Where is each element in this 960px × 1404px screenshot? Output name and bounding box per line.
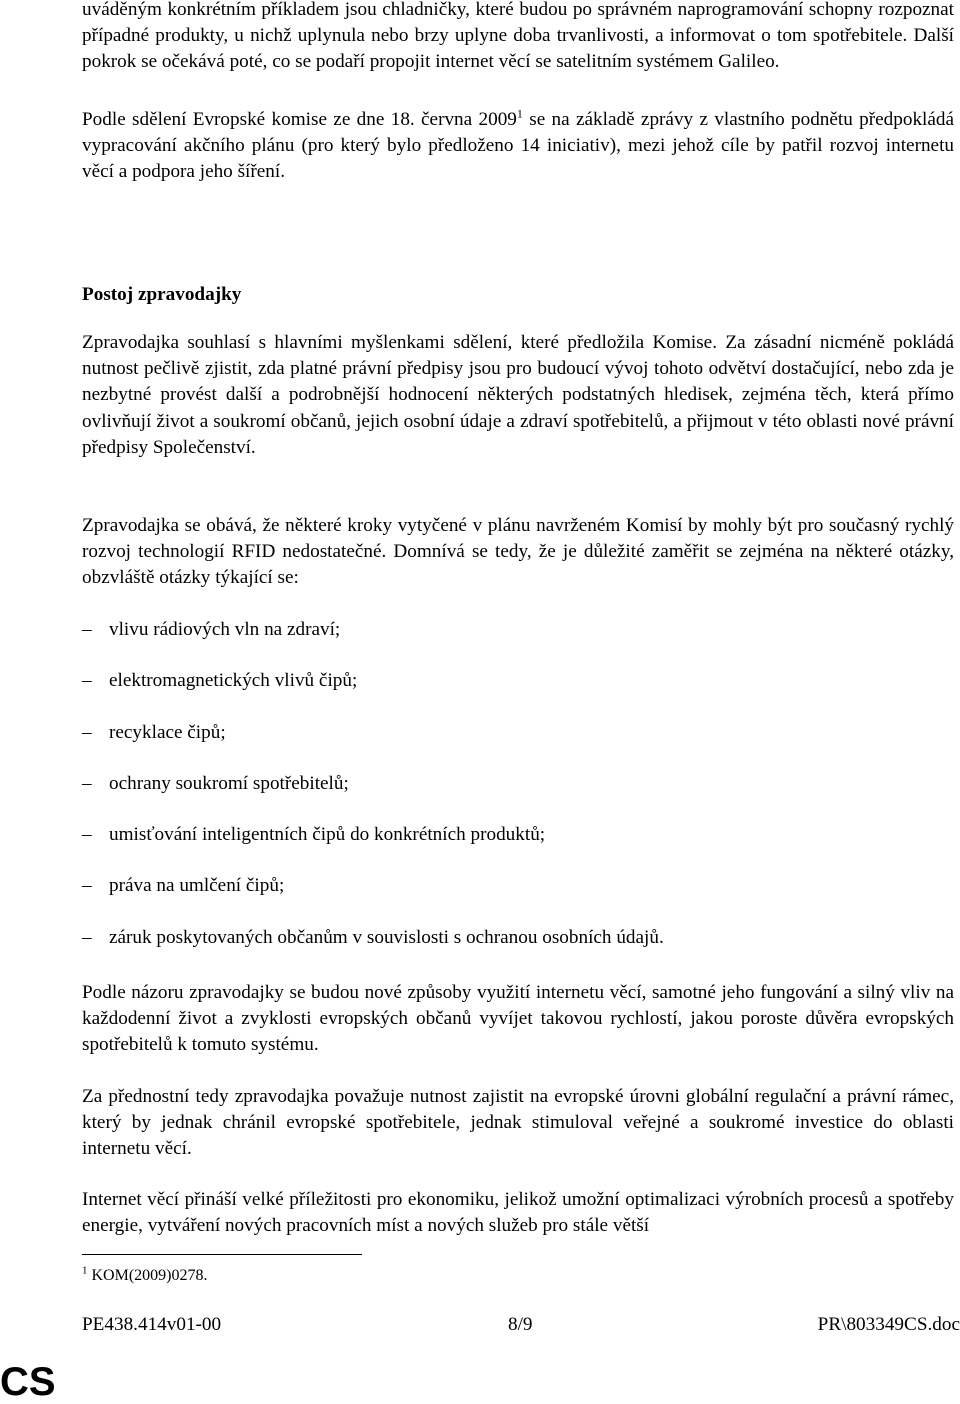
footnote-separator: [82, 1254, 362, 1255]
paragraph-rapporteur-fears: Zpravodajka se obává, že některé kroky vytyčené v plánu navrženém Komisí by mohly být pro současný rychlý rozvoj technologií RFID nedostatečné. Domnívá se tedy, že je důležité zaměřit se zejména na některé otázky, obzvláště otázky týkající se:: [82, 515, 954, 589]
commission-text-before: Podle sdělení Evropské komise ze dne 18. června 2009: [82, 109, 517, 130]
list-item: [82, 873, 954, 924]
list-item: [82, 771, 954, 822]
list-item-text: práva na umlčení čipů;: [109, 875, 285, 897]
list-item: [82, 822, 954, 873]
concerns-list: [82, 617, 954, 976]
list-item: [82, 925, 954, 976]
footer-doc-ref: PE438.414v01-00: [82, 1314, 222, 1335]
footnote-text: KOM(2009)0278.: [87, 1267, 208, 1284]
list-item-text: recyklace čipů;: [109, 721, 226, 743]
list-item: [82, 668, 954, 719]
footer-file-name: PR\803349CS.doc: [817, 1314, 960, 1335]
paragraph-commission-communication: [82, 107, 954, 186]
dash-bullet: –: [82, 721, 92, 743]
paragraph-priority: Za přednostní tedy zpravodajka považuje nutnost zajistit na evropské úrovni globální regulační a právní rámec, který by jednak chránil evropské spotřebitele, jednak stimuloval veřejné a soukromé investice do oblasti internetu věcí.: [82, 1086, 954, 1160]
list-item-text: umisťování inteligentních čipů do konkrétních produktů;: [109, 824, 546, 846]
dash-bullet: –: [82, 670, 92, 692]
dash-bullet: –: [82, 772, 92, 794]
paragraph-opinion-new-ways: Podle názoru zpravodajky se budou nové způsoby využití internetu věcí, samotné jeho fungování a silný vliv na každodenní život a zvyklosti evropských občanů vyvíjet takovou rychlostí, jakou poroste důvěra evropských spotřebitelů k tomuto systému.: [82, 982, 954, 1056]
language-tag: CS: [0, 1360, 56, 1404]
footnote: [82, 1265, 208, 1287]
paragraph-opportunities: Internet věcí přináší velké příležitosti pro ekonomiku, jelikož umožní optimalizaci výrobních procesů a spotřeby energie, vytváření nových pracovních míst a nových služeb pro stále větší: [82, 1189, 954, 1237]
footnote-reference[interactable]: 1: [516, 106, 523, 121]
footnote-number: 1: [82, 1264, 88, 1277]
page-footer: [82, 1312, 960, 1338]
commission-text-after: se na základě zprávy z vlastního podnětu předpokládá vypracování akčního plánu (pro který bylo předloženo 14 iniciativ), mezi jehož cíle by patřil rozvoj internetu věcí a podpora jeho šíření.: [82, 109, 954, 183]
list-item-text: vlivu rádiových vln na zdraví;: [109, 619, 341, 640]
paragraph-rapporteur-agrees: Zpravodajka souhlasí s hlavními myšlenkami sdělení, které předložila Komise. Za zásadní nicméně pokládá nutnost pečlivě zjistit, zda platné právní předpisy jsou pro budoucí vývoj tohoto odvětví dostačující, nebo zda je nezbytné provést další a podrobnější hodnocení některých podstatných hledisek, zejména těch, která přímo ovlivňují život a soukromí občanů, jejich osobní údaje a zdraví spotřebitelů, a přijmout v této oblasti nové právní předpisy Společenství.: [82, 332, 954, 458]
section-heading: Postoj zpravodajky: [82, 284, 242, 305]
paragraph-intro-continued: uváděným konkrétním příkladem jsou chladničky, které budou po správném naprogramování schopny rozpoznat případné produkty, u nichž uplynula nebo brzy uplyne doba trvanlivosti, a informovat o tom spotřebitele. Další pokrok se očekává poté, co se podaří propojit internet věcí se satelitním systémem Galileo.: [82, 0, 954, 73]
list-item: [82, 720, 954, 771]
list-item-text: elektromagnetických vlivů čipů;: [109, 670, 358, 692]
list-item: [82, 617, 954, 668]
dash-bullet: –: [82, 926, 92, 948]
dash-bullet: –: [82, 824, 92, 846]
dash-bullet: –: [82, 619, 92, 640]
list-item-text: ochrany soukromí spotřebitelů;: [109, 772, 349, 794]
dash-bullet: –: [82, 875, 92, 897]
list-item-text: záruk poskytovaných občanům v souvislosti s ochranou osobních údajů.: [109, 926, 664, 948]
footer-page-number: 8/9: [508, 1314, 533, 1335]
